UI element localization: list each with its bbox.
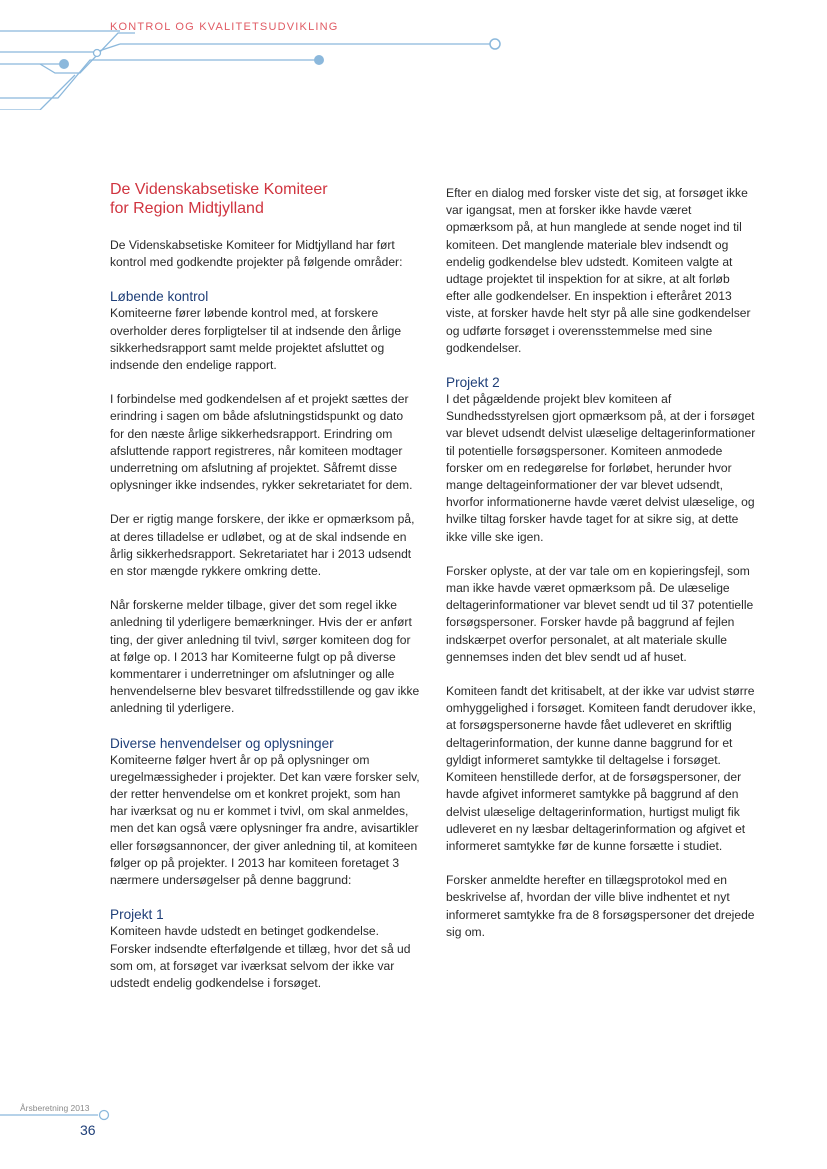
paragraph: Når forskerne melder tilbage, giver det som regel ikke anledning til yderligere bemærkninger. Hvis der er anført ting, der giver anledning til tvivl, sørger komiteen dog for at følge op. I 2013 har Komiteerne fulgt op på diverse kommentarer i underretninger om afslutninger og alle henvendelserne blev besvaret tilfredsstillende og gav ikke anledning til yderligere.: [110, 598, 420, 716]
section-heading-projekt-1: Projekt 1: [110, 907, 164, 923]
paragraph: I forbindelse med godkendelsen af et projekt sættes der erindring i sagen om både afslutningstidspunkt og dato for den næste årlige sikkerhedsrapport. Erindring om afsluttende rapport registreres, når komiteen modtager underretning om afslutning af projektet. Såfremt disse oplysninger ikke indsendes, rykker sekretariatet for dem.: [110, 392, 413, 493]
intro-paragraph: De Videnskabsetiske Komiteer for Midtjylland har ført kontrol med godkendte projekter på følgende områder:: [110, 238, 403, 270]
paragraph: Komiteerne følger hvert år op på oplysninger om uregelmæssigheder i projekter. Det kan være forsker selv, der retter henvendelse om et konkret projekt, som han har iværksat og nu er kommet i tvivl, om skal anmeldes, men det kan også være oplysninger fra andre, avisartikler eller forsøgsannoncer, der giver anledning til, at komiteen følger op på projekter. I 2013 har komiteen foretaget 3 nærmere undersøgelser på denne baggrund:: [110, 752, 420, 888]
paragraph: Efter en dialog med forsker viste det sig, at forsøget ikke var igangsat, men at forsker ikke havde været opmærksom på, at hun manglede at sende noget ind til komiteen. Det manglende materiale blev indsendt og endelig godkendelse blev udstedt. Komiteen valgte at udtage projektet til inspektion for at sikre, at alt forløb efter alle godkendelser. En inspektion i efteråret 2013 viste, at forsker havde helt styr på alle sine godkendelser og udførte forsøget i overensstemmelse med sine godkendelser.: [446, 186, 751, 355]
paragraph: Komiteen fandt det kritisabelt, at der ikke var udvist større omhyggelighed i forsøget. Komiteen fandt derudover ikke, at forsøgspersonerne havde fået udleveret en skriftlig deltagerinformation, der kunne danne baggrund for et gyldigt informeret samtykke til deltagelse i forsøget. Komiteen henstillede derfor, at de forsøgspersoner, der havde afgivet informeret samtykke på baggrund af den delvist ulæselige deltagerinformation, hurtigst muligt fik udleveret en ny læsbar deltagerinformation og afgivet et informeret samtykke før de kunne forsætte i studiet.: [446, 684, 756, 853]
footer-report-label: Årsberetning 2013: [20, 1103, 90, 1113]
section-heading-projekt-2: Projekt 2: [446, 375, 500, 391]
page-number: 36: [80, 1122, 96, 1138]
paragraph: Komiteerne fører løbende kontrol med, at forskere overholder deres forpligtelser til at indsende den årlige sikkerhedsrapport samt melde projektet afsluttet og indsende den endelige rapport.: [110, 306, 402, 373]
right-column: [446, 185, 756, 958]
paragraph: Forsker anmeldte herefter en tillægsprotokol med en beskrivelse af, hvordan der ville blive indhentet et nyt informeret samtykke fra de 8 forsøgspersoner det drejede sig om.: [446, 873, 755, 939]
section-heading-diverse-henvendelser: Diverse henvendelser og oplysninger: [110, 735, 334, 751]
header-circuit-graphic: [0, 0, 827, 110]
section-heading-loebende-kontrol: Løbende kontrol: [110, 289, 209, 305]
article-title-line-2: for Region Midtjylland: [110, 200, 264, 217]
section-label: KONTROL OG KVALITETSUDVIKLING: [110, 21, 339, 33]
paragraph: Forsker oplyste, at der var tale om en kopieringsfejl, som man ikke havde været opmærksom på. De ulæselige deltagerinformationer var blevet sendt ud til 37 potentielle forsøgspersoner. Forsker havde på baggrund af fejlen indskærpet overfor personalet, at alt materiale skulle gennemses inden det blev sendt ud af huset.: [446, 563, 754, 664]
paragraph: Komiteen havde udstedt en betinget godkendelse. Forsker indsendte efterfølgende et tillæg, hvor det så ud som om, at forsøget var iværksat selvom der ikke var udstedt endelig godkendelse i forsøget.: [110, 924, 411, 990]
paragraph: I det pågældende projekt blev komiteen af Sundhedsstyrelsen gjort opmærksom på, at der i forsøget var blevet udsendt delvist ulæselige deltagerinformationer til potentielle forsøgspersoner. Komiteen anmodede forsker om en redegørelse for forløbet, herunder hvor mange deltageinformationer der var blevet udsendt, hvorfor informationerne havde været delvist ulæselige, og hvilke tiltag forsker havde taget for at sikre sig, at dette ikke ville ske igen.: [446, 392, 756, 544]
article-title: [110, 180, 420, 218]
left-column: [110, 180, 420, 992]
paragraph: Der er rigtig mange forskere, der ikke er opmærksom på, at deres tilladelse er udløbet, og at de skal indsende en årlig sikkerhedsrapport. Sekretariatet har i 2013 udsendt en stor mængde rykkere omkring dette.: [110, 512, 415, 579]
article-title-line-1: De Videnskabsetiske Komiteer: [110, 181, 328, 198]
